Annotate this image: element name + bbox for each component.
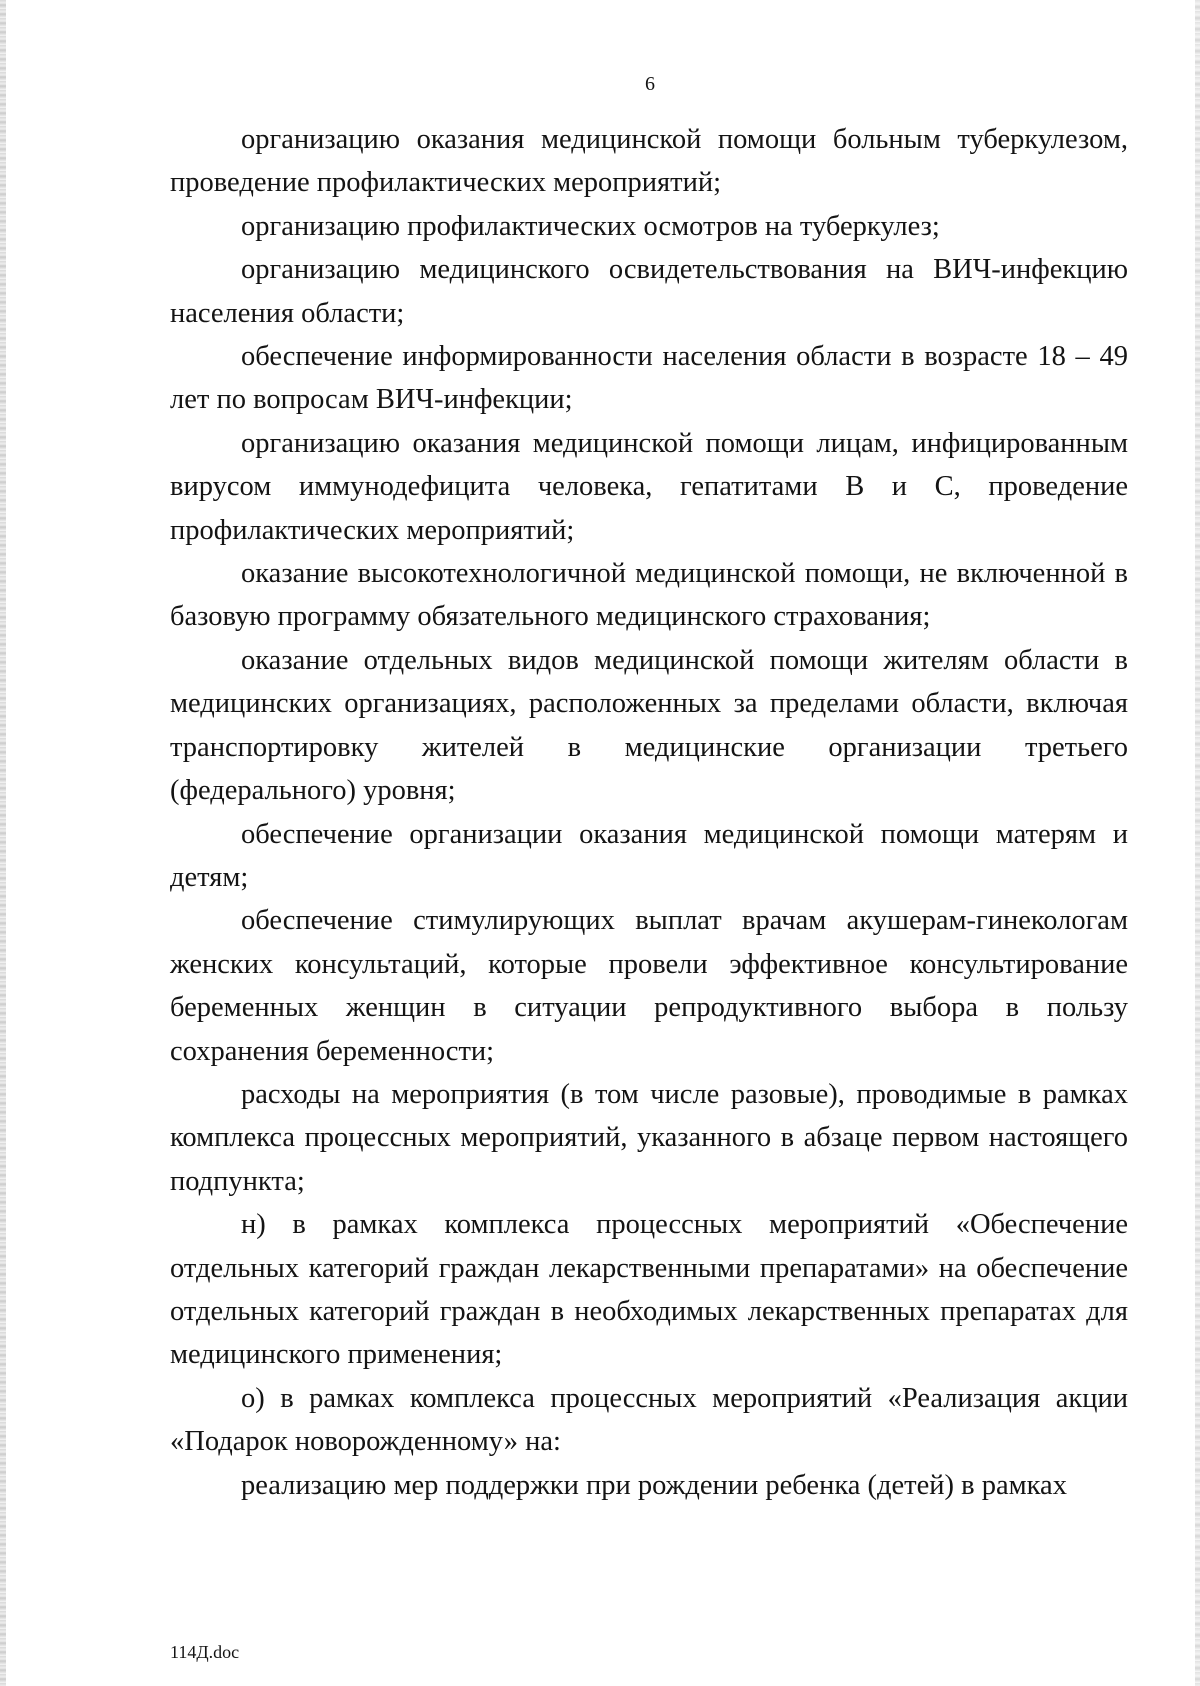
paragraph: реализацию мер поддержки при рождении ребенка (детей) в рамках (241, 1469, 1067, 1501)
paragraph: расходы на мероприятия (в том числе разовые), проводимые в рамках комплекса процессных мероприятий, указанного в абзаце первом настоящего подпункта; (170, 1078, 1128, 1197)
paragraph: организацию профилактических осмотров на туберкулез; (241, 210, 940, 242)
paragraph: оказание высокотехнологичной медицинской помощи, не включенной в базовую программу обязательного медицинского страхования; (170, 558, 1128, 633)
paragraph: о) в рамках комплекса процессных мероприятий «Реализация акции «Подарок новорожденному» на: (170, 1382, 1128, 1458)
paragraph: организацию оказания медицинской помощи лицам, инфицированным вирусом иммунодефицита человека, гепатитами В и С, проведение профилактических мероприятий; (170, 427, 1128, 546)
paragraph: оказание отдельных видов медицинской помощи жителям области в медицинских организациях, расположенных за пределами области, включая транспортировку жителей в медицинские организации третьего (федерального) уровня; (170, 644, 1128, 807)
page-number: 6 (645, 73, 655, 95)
paragraph: организацию медицинского освидетельствования на ВИЧ-инфекцию населения области; (170, 254, 1128, 329)
paragraph: обеспечение информированности населения области в возрасте 18 – 49 лет по вопросам ВИЧ-инфекции; (170, 341, 1128, 416)
paragraph: обеспечение организации оказания медицинской помощи матерям и детям; (170, 818, 1128, 893)
paragraph: обеспечение стимулирующих выплат врачам акушерам-гинекологам женских консультаций, которые провели эффективное консультирование беременных женщин в ситуации репродуктивного выбора в пользу сохранения беременности; (170, 905, 1128, 1067)
paragraph: организацию оказания медицинской помощи больным туберкулезом, проведение профилактических мероприятий; (170, 124, 1128, 199)
footer-filename: 114Д.doc (170, 1642, 240, 1662)
scan-edge-right (1195, 0, 1200, 1686)
scan-edge-left (0, 0, 6, 1686)
paragraph: н) в рамках комплекса процессных мероприятий «Обеспечение отдельных категорий граждан лекарственными препаратами» на обеспечение отдельных категорий граждан в необходимых лекарственных препаратах для медицинского применения; (170, 1209, 1128, 1371)
document-body (170, 118, 1128, 1507)
